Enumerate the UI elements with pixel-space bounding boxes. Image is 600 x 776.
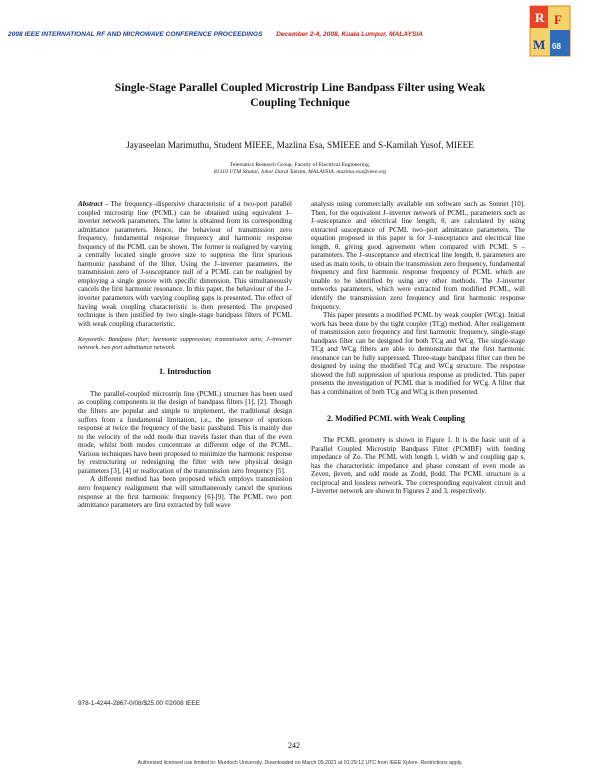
- page-number: 242: [288, 741, 300, 750]
- logo-letter-f: F: [554, 12, 562, 27]
- right-paragraph-2: This paper presents a modified PCML by weak coupler (WCg). Initial work has been done by the tight coupler (TCg) method. After realignment of transmission zero frequency and first harmonic frequency, single-stage bandpass filter can be designed for both TCg and WCg. The single-stage TCg and WCg filters are able to demonstrate that the first harmonic resonance can be fully suppressed. Three-stage bandpass filter can then be designed by using the modified TCg and WCg structure. The response showed the full suppression of spurious response as predicted. This paper presents the investigation of PCML that is modified for WCg. A filter that has a combination of both TCg and WCg is then presented.: [311, 311, 525, 397]
- conference-header: [8, 31, 518, 38]
- affiliation-line-2: 81310 UTM Skudai, Johor Darul Takzim, MALAYSIA. mazlina.esa@ieee.org: [213, 169, 387, 176]
- intro-paragraph-1: The parallel-coupled microstrip line (PCML) structure has been used as coupling components in the design of bandpass filters [1], [2]. Though the filters are popular and simple to implement, the traditional design suffers from a fundamental limitation, i.e., the presence of spurious response at twice the frequency of the basic passband. This is mainly due to the velocity of the odd mode that travels faster than that of the even mode, whilst both modes concentrate at different edge of the PCML. Various techniques have been proposed to minimize the harmonic response by restructuring or redesigning the filter with new physical design parameters [3], [4] or reallocation of the transmission zero frequency [5].: [78, 389, 292, 475]
- right-column: [311, 200, 525, 496]
- conference-logo: [528, 4, 572, 58]
- affiliation-line-1: Telematics Research Group, Faculty of Electrical Engineering,: [229, 162, 371, 168]
- paper-title: [60, 80, 540, 110]
- authors: Jayaseelan Marimuthu, Student MIEEE, Mazlina Esa, SMIEEE and S-Kamilah Yusof, MIEEE: [126, 140, 474, 150]
- download-footer: Authorized licensed use limited to: Murdoch University. Downloaded on March 05,2021 at 01:29:12 UTC from IEEE Xplore. Restrictions apply.: [137, 760, 463, 766]
- section-1-heading: 1. Introduction: [158, 367, 212, 377]
- affiliation: [80, 162, 520, 176]
- logo-letter-m: M: [533, 37, 546, 52]
- right-paragraph-1: analysis using commercially available em software such as Sonnet [10]. Then, for the equivalent J–inverter network of PCML, parameters such as J–susceptance and electrical line length, θ, are calculated by using extracted susceptance of PCML two–port admittance parameters. The equation proposed in this paper is for J–susceptance and electrical line length, θ, giving good agreement when compared with PCML S – parameters. The J–susceptance and electrical line length, θ, parameters are used as main tools, to obtain the transmission zero frequency, fundamental frequency and first harmonic response frequency of PCML which are unable to be identified by using any other methods. The J–inverter networks parameters, which were extracted from modified PCML, will identify the transmission zero frequency and first harmonic response frequency.: [311, 200, 525, 311]
- abstract-text: The frequency–dispersive characteristic of a two-port parallel coupled microstrip line (PCML) can be obtained using equivalent J–inverter network parameters. The latter is obtained from its corresponding admittance parameters. Hence, the behaviour of transmission zero frequency, fundamental response frequency and harmonic response frequency of the PCML can be shown. The former is realigned by varying a centrally located single groove size to suppress the first spurious harmonic passband of the filter. Using the J–inverter parameters, the transmission zero of J-susceptance null of a PCML can be realigned by employing a single groove with specific dimension. This simultaneously cancels the first harmonic resonance. In this paper, the behaviour of the J–inverter parameters with varying coupling gaps is presented. The effect of having weak coupling characteristic is then presented. The proposed technique is then justified by two single-stage bandpass filters of PCML with weak coupling characteristic.: [78, 200, 292, 328]
- keywords: Keywords: Bandpass filter; harmonic suppression; transmission zero; J–inverter network, two port admittance network.: [78, 336, 292, 351]
- section-2-heading: 2. Modified PCML with Weak Coupling: [327, 413, 465, 423]
- intro-paragraph-2: A different method has been proposed which employs transmission zero frequency realignment that will simultaneously cancel the spurious response at the first harmonic frequency [6]-[9]. The PCML two port admittance parameters are first extracted by full wave: [78, 475, 292, 510]
- abstract-label: Abstract -: [78, 200, 108, 208]
- conference-name: 2008 IEEE INTERNATIONAL RF AND MICROWAVE CONFERENCE PROCEEDINGS: [8, 31, 263, 38]
- isbn-line: 978-1-4244-2867-0/08/$25.00 ©2008 IEEE: [78, 700, 200, 707]
- abstract: [78, 200, 292, 328]
- right-paragraph-3: The PCML geometry is shown in Figure 1. It is the basic unit of a Parallel Coupled Microstrip Bandpass Filter (PCMBF) with feeding impedance of Zo. The PCML with length l, width w and coupling gap s, has the characteristic impedance and phase constant of even mode as Zeven, βeven, and odd mode as Zodd, βodd. The PCML structure is a reciprocal and lossless network. The corresponding equivalent circuit and J-inverter network are shown in Figures 2 and 3, respectively.: [311, 436, 525, 496]
- title-line-1: Single-Stage Parallel Coupled Microstrip Line Bandpass Filter using Weak: [114, 81, 486, 94]
- left-column: [78, 200, 292, 510]
- title-line-2: Coupling Technique: [250, 96, 350, 109]
- conference-date: December 2-4, 2008, Kuala Lumpur, MALAYSIA: [276, 31, 423, 38]
- logo-year: 08: [552, 42, 561, 51]
- logo-letter-r: R: [535, 10, 545, 25]
